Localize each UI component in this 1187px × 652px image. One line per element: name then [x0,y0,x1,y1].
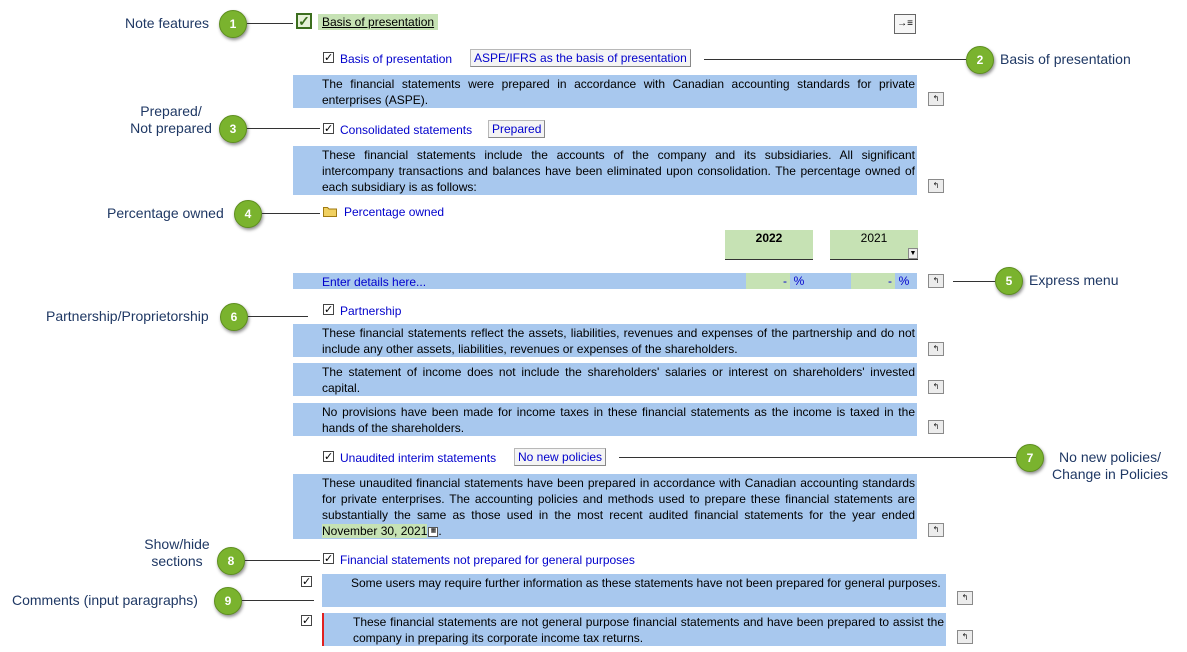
interim-option-button[interactable]: No new policies [514,448,606,466]
percentage-owned-label[interactable]: Percentage owned [344,205,445,219]
comment-2-checkbox[interactable]: ✓ [302,615,312,627]
express-icon-partnership-1[interactable]: ↰ [928,342,944,356]
express-icon-partnership-2[interactable]: ↰ [928,380,944,394]
callout-label-showhide-line1: Show/hide [144,536,210,552]
pct-2021-value[interactable]: - [851,273,895,289]
callout-badge-5: 5 [995,267,1023,295]
basis-label[interactable]: Basis of presentation [340,52,453,66]
year-dropdown-chevron-down-icon[interactable]: ▼ [909,250,917,257]
callout-line-9 [242,600,314,601]
callout-line-5 [953,281,995,282]
general-purposes-checkbox[interactable]: ✓ [324,553,334,565]
partnership-paragraph-3[interactable]: No provisions have been made for income taxes in these financial statements as the income is taxed in the hands of the shareholders. [293,403,917,436]
callout-label-express-menu: Express menu [1029,272,1119,288]
callout-label-policies-line1: No new policies/ [1059,449,1161,465]
callout-label-basis: Basis of presentation [1000,51,1131,67]
callout-line-4 [262,213,320,214]
callout-label-percentage: Percentage owned [107,205,224,221]
interim-period: . [438,524,442,538]
express-icon-comment-2[interactable]: ↰ [957,630,973,644]
interim-paragraph-block[interactable] [293,474,917,539]
interim-paragraph: These unaudited financial statements have been prepared in accordance with Canadian accounting standards for private enterprises. The accounting policies and methods used to prepare these financial statements are substantially the same as those used in the most recent audited financial statements for the year ended [322,476,915,522]
consolidated-paragraph[interactable]: These financial statements include the accounts of the company and its subsidiaries. All significant intercompany transactions and balances have been eliminated upon consolidation. The percentage owned of each subsidiary is as follows: [293,146,917,195]
consolidated-label[interactable]: Consolidated statements [340,123,473,137]
partnership-label[interactable]: Partnership [340,304,402,318]
callout-badge-7: 7 [1016,444,1044,472]
pct-2022-sign: % [793,274,805,288]
callout-label-showhide-line2: sections [151,553,203,569]
express-icon-consolidated[interactable]: ↰ [928,179,944,193]
callout-label-prepared [126,103,216,137]
basis-option-button[interactable]: ASPE/IFRS as the basis of presentation [470,49,691,67]
year-2021-header-cell[interactable] [830,230,918,260]
callout-line-3 [247,128,320,129]
interim-label[interactable]: Unaudited interim statements [340,451,497,465]
express-icon-interim[interactable]: ↰ [928,523,944,537]
express-icon-basis[interactable]: ↰ [928,92,944,106]
comment-1-paragraph[interactable]: Some users may require further information as these statements have not been prepared for general purposes. [322,574,946,607]
callout-line-1 [247,23,293,24]
callout-badge-4: 4 [234,200,262,228]
callout-badge-2: 2 [966,46,994,74]
callout-line-7 [619,457,1016,458]
year-2022-header-cell [725,230,813,260]
express-icon-percentage[interactable]: ↰ [928,274,944,288]
note-menu-icon[interactable]: →≡ [894,14,916,34]
callout-badge-3: 3 [219,115,247,143]
year-2021-label: 2021 [860,231,888,245]
basis-checkbox[interactable]: ✓ [324,52,334,64]
details-input[interactable]: Enter details here... [322,275,427,289]
callout-label-showhide [138,536,216,570]
callout-label-partnership: Partnership/Proprietorship [46,308,209,324]
callout-label-policies [1046,449,1174,483]
consolidated-option-button[interactable]: Prepared [488,120,545,138]
callout-label-note-features: Note features [125,15,210,31]
pct-2022-value[interactable]: - [746,273,790,289]
comment-2-paragraph[interactable]: These financial statements are not general purpose financial statements and have been prepared to assist the company in preparing its corporate income tax returns. [322,613,946,646]
callout-label-prepared-line1: Prepared/ [140,103,202,119]
callout-badge-6: 6 [220,303,248,331]
callout-label-comments: Comments (input paragraphs) [12,592,198,608]
consolidated-checkbox[interactable]: ✓ [324,123,334,135]
note-header-title[interactable]: Basis of presentation [318,14,438,30]
callout-line-8 [245,560,320,561]
note-header-checkbox[interactable]: ✓ [296,13,312,29]
callout-badge-8: 8 [217,547,245,575]
callout-label-policies-line2: Change in Policies [1052,466,1168,482]
partnership-checkbox[interactable]: ✓ [324,304,334,316]
folder-icon[interactable] [323,206,337,217]
callout-line-6 [248,316,308,317]
interim-date-field[interactable]: November 30, 2021 [322,524,428,538]
express-icon-comment-1[interactable]: ↰ [957,591,973,605]
basis-paragraph[interactable]: The financial statements were prepared in accordance with Canadian accounting standards for private enterprises (ASPE). [293,75,917,108]
partnership-paragraph-2[interactable]: The statement of income does not include the shareholders' salaries or interest on shareholders' invested capital. [293,363,917,396]
callout-badge-9: 9 [214,587,242,615]
express-icon-partnership-3[interactable]: ↰ [928,420,944,434]
general-purposes-label[interactable]: Financial statements not prepared for general purposes [340,553,635,567]
interim-checkbox[interactable]: ✓ [324,451,334,463]
callout-line-2 [704,59,966,60]
year-2022-label: 2022 [755,231,783,245]
pct-2021-sign: % [898,274,910,288]
comment-1-checkbox[interactable]: ✓ [302,576,312,588]
calendar-icon[interactable]: ▦ [428,527,438,537]
callout-badge-1: 1 [219,10,247,38]
callout-label-prepared-line2: Not prepared [130,120,212,136]
partnership-paragraph-1[interactable]: These financial statements reflect the assets, liabilities, revenues and expenses of the partnership and do not include any other assets, liabilities, revenues or expenses of the shareholders. [293,324,917,357]
